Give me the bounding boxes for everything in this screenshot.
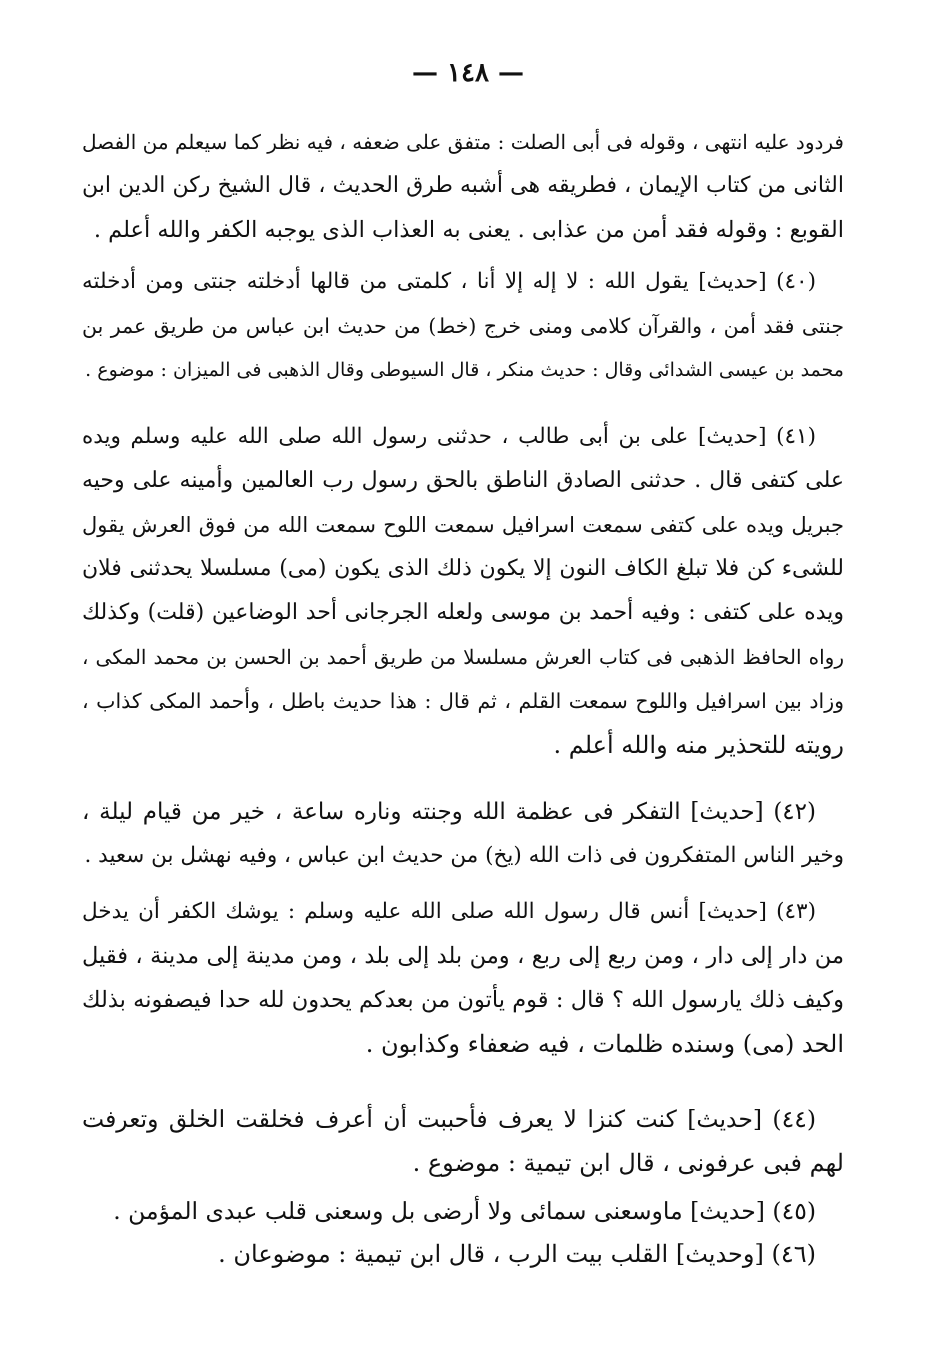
text-line: محمد بن عيسى الشدائى وقال : حديث منكر ، قال السيوطى وقال الذهبى فى الميزان : موضوع . — [85, 359, 844, 381]
text-line: على كتفى قال . حدثنى الصادق الناطق بالحق رسول رب العالمين وأمينه على وحيه — [82, 468, 844, 493]
text-line: من دار إلى دار ، ومن ربع إلى ربع ، ومن بلد إلى بلد ، ومن مدينة إلى مدينة ، فقيل — [82, 943, 844, 969]
hadith-entry-43 — [82, 890, 844, 1066]
paragraph-continuation — [82, 120, 844, 252]
hadith-entry-41 — [82, 415, 844, 767]
page-number: — ١٤٨ — — [411, 58, 525, 88]
hadith-entry-46 — [82, 1232, 844, 1276]
text-line: (٤١) [حديث] على بن أبى طالب ، حدثنى رسول الله صلى الله عليه وسلم ويده — [82, 424, 816, 449]
text-line: جنتى فقد أمن ، والقرآن كلامى ومنى خرج (خط) من حديث ابن عباس من طريق عمر بن — [82, 314, 844, 338]
hadith-entry-42 — [82, 790, 844, 878]
text-line: وكيف ذلك يارسول الله ؟ قال : قوم يأتون من بعدكم يحدون لله حدا فيصفونه بذلك — [82, 987, 844, 1013]
text-line: للشىء كن فلا تبلغ الكاف النون إلا يكون ذلك الذى يكون (مى) مسلسلا يحدثنى فلان — [82, 556, 844, 581]
text-line: جبريل ويده على كتفى سمعت اسرافيل سمعت اللوح سمعت الله من فوق العرش يقول — [82, 513, 844, 537]
hadith-entry-45 — [82, 1189, 844, 1233]
text-line: (٤٠) [حديث] يقول الله : لا إله إلا أنا ، كلمتى من قالها أدخلته جنتى ومن أدخلته — [82, 269, 816, 294]
text-line: الحد (مى) وسنده ظلمات ، فيه ضعفاء وكذابون . — [365, 1030, 844, 1058]
text-line: رويته للتحذير منه والله أعلم . — [553, 731, 844, 759]
text-line: وخير الناس المتفكرون فى ذات الله (يخ) من حديث ابن عباس ، وفيه نهشل بن سعيد . — [84, 843, 844, 868]
hadith-entry-40 — [82, 260, 844, 392]
text-line: رواه الحافظ الذهبى فى كتاب العرش مسلسلا من طريق أحمد بن الحسن بن محمد المكى ، — [82, 645, 844, 669]
text-line: (٤٢) [حديث] التفكر فى عظمة الله وجنته وناره ساعة ، خير من قيام ليلة ، — [82, 799, 816, 825]
text-line: (٤٥) [حديث] ماوسعنى سمائى ولا أرضى بل وسعنى قلب عبدى المؤمن . — [113, 1197, 816, 1225]
text-line: (٤٤) [حديث] كنت كنزا لا يعرف فأحببت أن أعرف فخلقت الخلق وتعرفت — [82, 1105, 816, 1133]
text-line: (٤٣) [حديث] أنس قال رسول الله صلى الله عليه وسلم : يوشك الكفر أن يدخل — [82, 899, 816, 924]
hadith-entry-44 — [82, 1097, 844, 1185]
text-line: وزاد بين اسرافيل واللوح سمعت القلم ، ثم قال : هذا حديث باطل ، وأحمد المكى كذاب ، — [82, 689, 844, 713]
text-line: ويده على كتفى : وفيه أحمد بن موسى ولعله الجرجانى أحد الوضاعين (قلت) وكذلك — [82, 600, 844, 625]
text-line: (٤٦) [وحديث] القلب بيت الرب ، قال ابن تيمية : موضوعان . — [218, 1240, 816, 1268]
text-line: فردود عليه انتهى ، وقوله فى أبى الصلت : متفق على ضعفه ، فيه نظر كما سيعلم من الفصل — [82, 130, 844, 154]
text-line: لهم فبى عرفونى ، قال ابن تيمية : موضوع . — [412, 1149, 844, 1177]
text-line: الثانى من كتاب الإيمان ، فطريقه هى أشبه طرق الحديث ، قال الشيخ ركن الدين ابن — [82, 173, 844, 198]
text-line: القوبع : وقوله فقد أمن من عذابى . يعنى به العذاب الذى يوجبه الكفر والله أعلم . — [93, 217, 844, 243]
